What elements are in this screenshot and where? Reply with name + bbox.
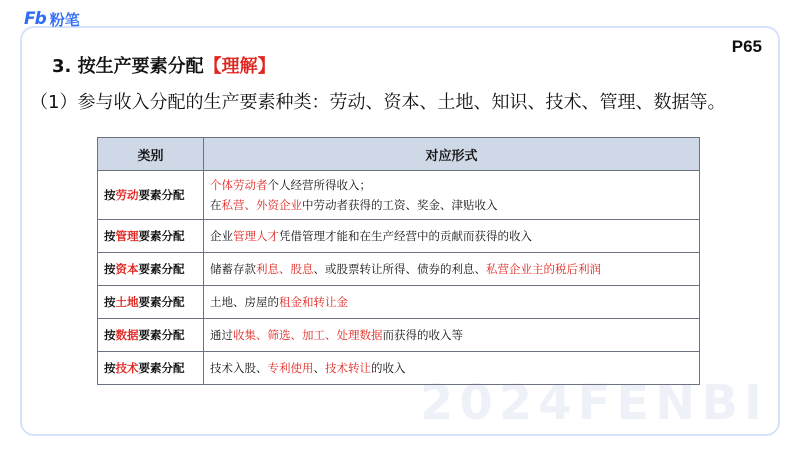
- form-text: 而获得的收入等: [382, 328, 463, 342]
- category-cell: [98, 253, 204, 286]
- table-row: [98, 220, 700, 253]
- category-cell: [98, 220, 204, 253]
- table-row: [98, 319, 700, 352]
- category-cell: [98, 286, 204, 319]
- form-text: 企业: [210, 229, 233, 243]
- category-post-text: 要素分配: [138, 229, 185, 243]
- watermark: 2024FENBI: [420, 375, 768, 431]
- logo-mark: Fb: [24, 9, 46, 29]
- highlight-text: 技术转让: [325, 361, 371, 375]
- category-post-text: 要素分配: [138, 361, 185, 375]
- form-cell: [204, 319, 700, 352]
- highlight-text: 管理人才: [233, 229, 279, 243]
- form-text: 在: [210, 198, 222, 212]
- form-line: [210, 325, 693, 345]
- section-tag: 【理解】: [203, 56, 276, 77]
- form-line: [210, 358, 693, 378]
- category-cell: [98, 319, 204, 352]
- header-form: 对应形式: [204, 138, 700, 171]
- category-key-text: 资本: [115, 262, 139, 276]
- form-text: 、或股票转让所得、债券的利息、: [313, 262, 486, 276]
- highlight-text: 专利使用: [267, 361, 314, 375]
- category-pre-text: 按: [104, 328, 116, 342]
- table-row: [98, 171, 700, 220]
- form-text: 、: [313, 361, 325, 375]
- category-pre-text: 按: [104, 188, 116, 202]
- highlight-text: 个体劳动者: [210, 178, 268, 192]
- brand-logo: [24, 9, 80, 29]
- category-key-text: 劳动: [115, 188, 139, 202]
- category-post-text: 要素分配: [138, 295, 185, 309]
- form-text: 的收入: [371, 361, 406, 375]
- table-header-row: [98, 138, 700, 171]
- category-pre-text: 按: [104, 229, 116, 243]
- highlight-text: 私营企业主的税后利润: [486, 262, 601, 276]
- highlight-text: 租金和转让金: [279, 295, 348, 309]
- form-cell: [204, 253, 700, 286]
- form-line: [210, 226, 693, 246]
- form-cell: [204, 352, 700, 385]
- category-post-text: 要素分配: [138, 328, 185, 342]
- category-key-text: 土地: [115, 295, 139, 309]
- factor-table: [97, 137, 700, 385]
- page-number: P65: [731, 37, 762, 56]
- category-cell: [98, 352, 204, 385]
- category-post-text: 要素分配: [138, 188, 185, 202]
- header-category: 类别: [98, 138, 204, 171]
- form-text: 凭借管理才能和在生产经营中的贡献而获得的收入: [279, 229, 532, 243]
- logo-text: 粉笔: [49, 10, 80, 29]
- form-text: 储蓄存款: [210, 262, 256, 276]
- category-cell: [98, 171, 204, 220]
- table-row: [98, 286, 700, 319]
- table-row: [98, 253, 700, 286]
- table-row: [98, 352, 700, 385]
- form-cell: [204, 220, 700, 253]
- form-text: 通过: [210, 328, 233, 342]
- form-cell: [204, 171, 700, 220]
- category-key-text: 技术: [115, 361, 139, 375]
- category-pre-text: 按: [104, 361, 116, 375]
- form-line: [210, 195, 693, 215]
- category-post-text: 要素分配: [138, 262, 185, 276]
- form-text: 技术入股、: [210, 361, 268, 375]
- form-text: 中劳动者获得的工资、奖金、津贴收入: [302, 198, 498, 212]
- form-line: [210, 175, 693, 195]
- highlight-text: 私营、外资企业: [221, 198, 302, 212]
- form-line: [210, 259, 693, 279]
- section-title: [52, 52, 276, 78]
- category-pre-text: 按: [104, 295, 116, 309]
- highlight-text: 收集、筛选、加工、处理数据: [233, 328, 383, 342]
- form-line: [210, 292, 693, 312]
- intro-text: （1）参与收入分配的生产要素种类：劳动、资本、土地、知识、技术、管理、数据等。: [30, 92, 726, 113]
- category-key-text: 管理: [115, 229, 139, 243]
- form-text: 土地、房屋的: [210, 295, 279, 309]
- category-pre-text: 按: [104, 262, 116, 276]
- form-text: 个人经营所得收入；: [267, 178, 371, 192]
- section-title-text: 3. 按生产要素分配: [52, 56, 204, 77]
- form-cell: [204, 286, 700, 319]
- highlight-text: 利息、股息: [256, 262, 314, 276]
- category-key-text: 数据: [115, 328, 139, 342]
- table-body: [98, 171, 700, 385]
